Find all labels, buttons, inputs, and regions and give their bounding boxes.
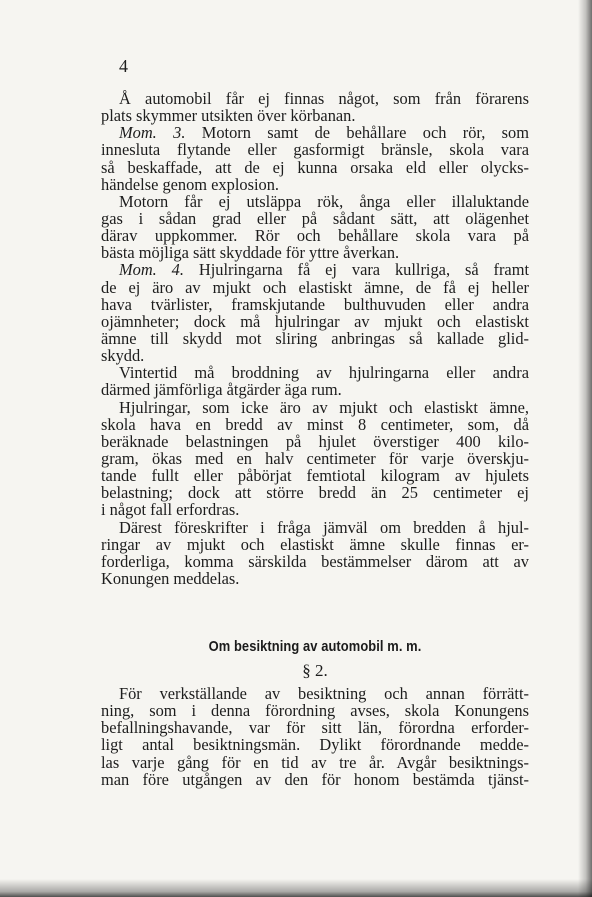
text-line: Hjulringar, som icke äro av mjukt och elastiskt ämne, [119,397,529,417]
text-line: ringar av mjukt och elastiskt ämne skulle finnas er- [101,534,529,554]
line-text: Motorn samt de behållare och rör, som [201,123,529,143]
text-line: Därest föreskrifter i fråga jämväl om bredden å hjul- [119,517,529,537]
text-line: las varje gång för en tid av tre år. Avgår besiktnings- [101,752,529,772]
page-edge-shadow-bottom [0,879,592,897]
section-heading: Om besiktning av automobil m. m. [208,638,422,655]
text-line: Konungen meddelas. [101,568,240,588]
text-line: Å automobil får ej finnas något, som från förarens [119,89,529,108]
text-line: ämne till skydd mot sliring anbringas så kallade glid- [101,328,529,348]
text-line: hava tvärlister, framskjutande bulthuvuden eller andra [101,294,529,314]
text-line: belastning; dock att större bredd än 25 centimeter ej [101,483,529,503]
text-line: i något fall erfordras. [101,500,240,520]
text-line: befallningshavande, var för sitt län, förordna erforder- [101,718,529,738]
text-line: ligt antal besiktningsmän. Dylikt förordnande medde- [101,735,529,755]
text-line: därmed jämförliga åtgärder äga rum. [101,380,342,400]
text-line: skydd. [101,346,145,366]
moment-label: Mom. 4. [119,260,184,280]
text-line: Motorn får ej utsläppa rök, ånga eller illaluktande [119,191,529,211]
text-line [101,261,529,278]
body-text [101,90,529,587]
section-text [101,685,529,788]
text-line: beräknade belastningen på hjulet överstiger 400 kilo- [101,431,529,451]
text-line: skola hava en bredd av minst 8 centimeter, som, då [101,414,529,434]
page-edge-shadow-right [578,0,592,897]
section-number: § 2. [302,661,328,680]
line-text: Hjulringarna få ej vara kullriga, så framt [198,260,529,280]
text-line: händelse genom explosion. [101,174,279,194]
text-line: plats skymmer utsikten över körbanan. [101,106,356,126]
text-line: För verkställande av besiktning och annan förrätt- [119,684,529,703]
text-line: så beskaffade, att de ej kunna orsaka eld eller olycks- [101,157,529,177]
text-line: gas i sådan grad eller på sådant sätt, att olägenhet [101,208,529,228]
text-line: gram, ökas med en halv centimeter för varje överskju- [101,448,529,468]
text-line: ning, som i denna förordning avses, skola Konungens [101,701,529,721]
moment-label: Mom. 3. [119,123,186,143]
text-line: Vintertid må broddning av hjulringarna eller andra [119,363,529,383]
text-line: bästa möjliga sätt skyddade för yttre åverkan. [101,243,400,263]
page-number: 4 [119,56,128,76]
text-line: de ej äro av mjukt och elastiskt ämne, de få ej heller [101,277,529,297]
text-line: forderliga, komma särskilda bestämmelser därom att av [101,551,529,571]
text-line [101,124,529,141]
text-line: därav uppkommer. Rör och behållare skola vara på [101,226,529,246]
text-line: innesluta flytande eller gasformigt bränsle, skola vara [101,140,529,160]
text-line: tande fullt eller påbörjat femtiotal kilogram av hjulets [101,466,529,486]
text-line: man före utgången av den för honom bestämda tjänst- [101,769,529,789]
text-line: ojämnheter; dock må hjulringar av mjukt och elastiskt [101,311,529,331]
